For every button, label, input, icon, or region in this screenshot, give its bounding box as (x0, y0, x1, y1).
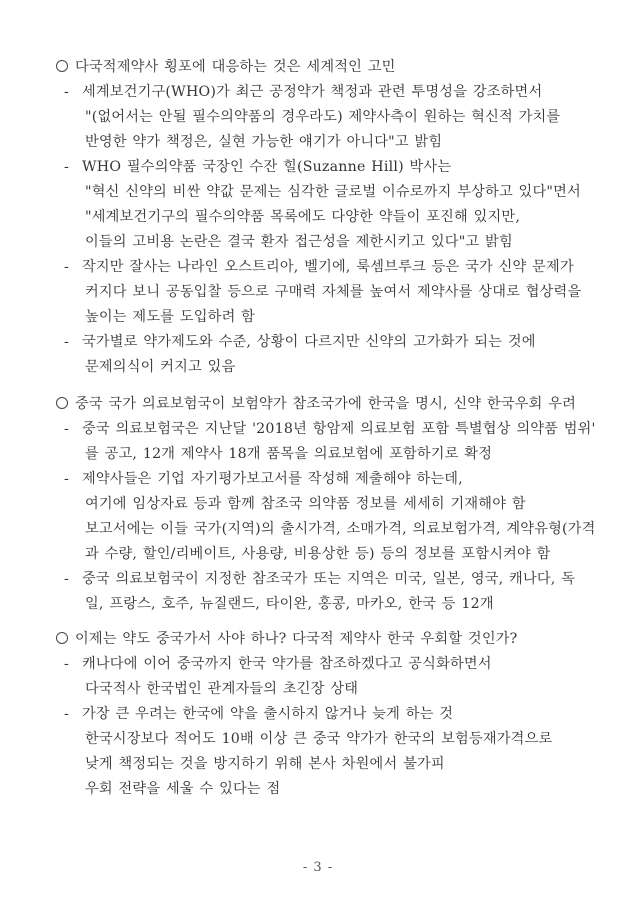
dash-bullet: - (64, 159, 69, 175)
section-heading: 다국적제약사 횡포에 대응하는 것은 세계적인 고민 (56, 55, 576, 80)
circle-bullet-icon (56, 632, 68, 644)
bullet-item: - 제약사들은 기업 자기평가보고서를 작성해 제출해야 하는데, (56, 467, 576, 492)
bullet-item: - 세계보건기구(WHO)가 최근 공정약가 책정과 관련 투명성을 강조하면서 (56, 80, 576, 105)
bullet-continuation: 를 공고, 12개 제약사 18개 품목을 의료보험에 포함하기로 확정 (85, 446, 493, 462)
dash-bullet: - (64, 259, 69, 275)
dash-bullet: - (64, 471, 69, 487)
section-3 (56, 627, 576, 802)
bullet-item: - 캐나다에 이어 중국까지 한국 약가를 참조하겠다고 공식화하면서 (56, 652, 576, 677)
bullet-continuation: 이들의 고비용 논란은 결국 환자 접근성을 제한시키고 있다"고 밝힘 (85, 234, 513, 250)
bullet-item: - 중국 의료보험국이 지정한 참조국가 또는 지역은 미국, 일본, 영국, 캐나다, 독 (56, 567, 576, 592)
bullet-continuation: 반영한 약가 책정은, 실현 가능한 얘기가 아니다"고 밝힘 (85, 134, 443, 150)
dash-bullet: - (64, 334, 69, 350)
section-2 (56, 392, 596, 617)
bullet-item: - 국가별로 약가제도와 수준, 상황이 다르지만 신약의 고가화가 되는 것에 (56, 330, 576, 355)
dash-bullet: - (64, 656, 69, 672)
bullet-item: - 중국 의료보험국은 지난달 '2018년 항암제 의료보험 포함 특별협상 의약품 범위' (56, 417, 576, 442)
bullet-continuation: 문제의식이 커지고 있음 (85, 359, 236, 375)
bullet-item: - WHO 필수의약품 국장인 수잔 힐(Suzanne Hill) 박사는 (56, 155, 576, 180)
dash-bullet: - (64, 421, 69, 437)
dash-bullet: - (64, 706, 69, 722)
circle-bullet-icon (56, 60, 68, 72)
bullet-continuation: 한국시장보다 적어도 10배 이상 큰 중국 약가가 한국의 보험등재가격으로 (85, 731, 553, 747)
bullet-item: - 작지만 잘사는 나라인 오스트리아, 벨기에, 룩셈브루크 등은 국가 신약 문제가 (56, 255, 576, 280)
bullet-item: - 가장 큰 우려는 한국에 약을 출시하지 않거나 늦게 하는 것 (56, 702, 576, 727)
dash-bullet: - (64, 84, 69, 100)
circle-bullet-icon (56, 397, 68, 409)
bullet-continuation: 커지다 보니 공동입찰 등으로 구매력 자체를 높여서 제약사를 상대로 협상력을 (85, 284, 582, 300)
bullet-continuation: 높이는 제도를 도입하려 함 (85, 309, 256, 325)
bullet-continuation: "혁신 신약의 비싼 약값 문제는 심각한 글로벌 이슈로까지 부상하고 있다"면서 (85, 184, 581, 200)
page-number: - 3 - (302, 860, 334, 875)
bullet-continuation: 다국적사 한국법인 관계자들의 초긴장 상태 (85, 681, 359, 697)
bullet-continuation: 낮게 책정되는 것을 방지하기 위해 본사 차원에서 불가피 (85, 756, 445, 772)
bullet-continuation: "세계보건기구의 필수의약품 목록에도 다양한 약들이 포진해 있지만, (85, 209, 521, 225)
bullet-continuation: 일, 프랑스, 호주, 뉴질랜드, 타이완, 홍콩, 마카오, 한국 등 12개 (85, 596, 494, 612)
bullet-continuation: 보고서에는 이들 국가(지역)의 출시가격, 소매가격, 의료보험가격, 계약유형(가격 (85, 521, 596, 537)
bullet-continuation: 여기에 임상자료 등과 함께 참조국 의약품 정보를 세세히 기재해야 함 (85, 496, 526, 512)
bullet-continuation: "(없어서는 안될 필수의약품의 경우라도) 제약사측이 원하는 혁신적 가치를 (85, 109, 561, 125)
bullet-continuation: 우회 전략을 세울 수 있다는 점 (85, 781, 281, 797)
section-heading: 이제는 약도 중국가서 사야 하나? 다국적 제약사 한국 우회할 것인가? (56, 627, 576, 652)
dash-bullet: - (64, 571, 69, 587)
section-1 (56, 55, 582, 380)
bullet-continuation: 과 수량, 할인/리베이트, 사용량, 비용상한 등) 등의 정보를 포함시켜야 함 (85, 546, 551, 562)
section-heading: 중국 국가 의료보험국이 보험약가 참조국가에 한국을 명시, 신약 한국우회 우려 (56, 392, 576, 417)
